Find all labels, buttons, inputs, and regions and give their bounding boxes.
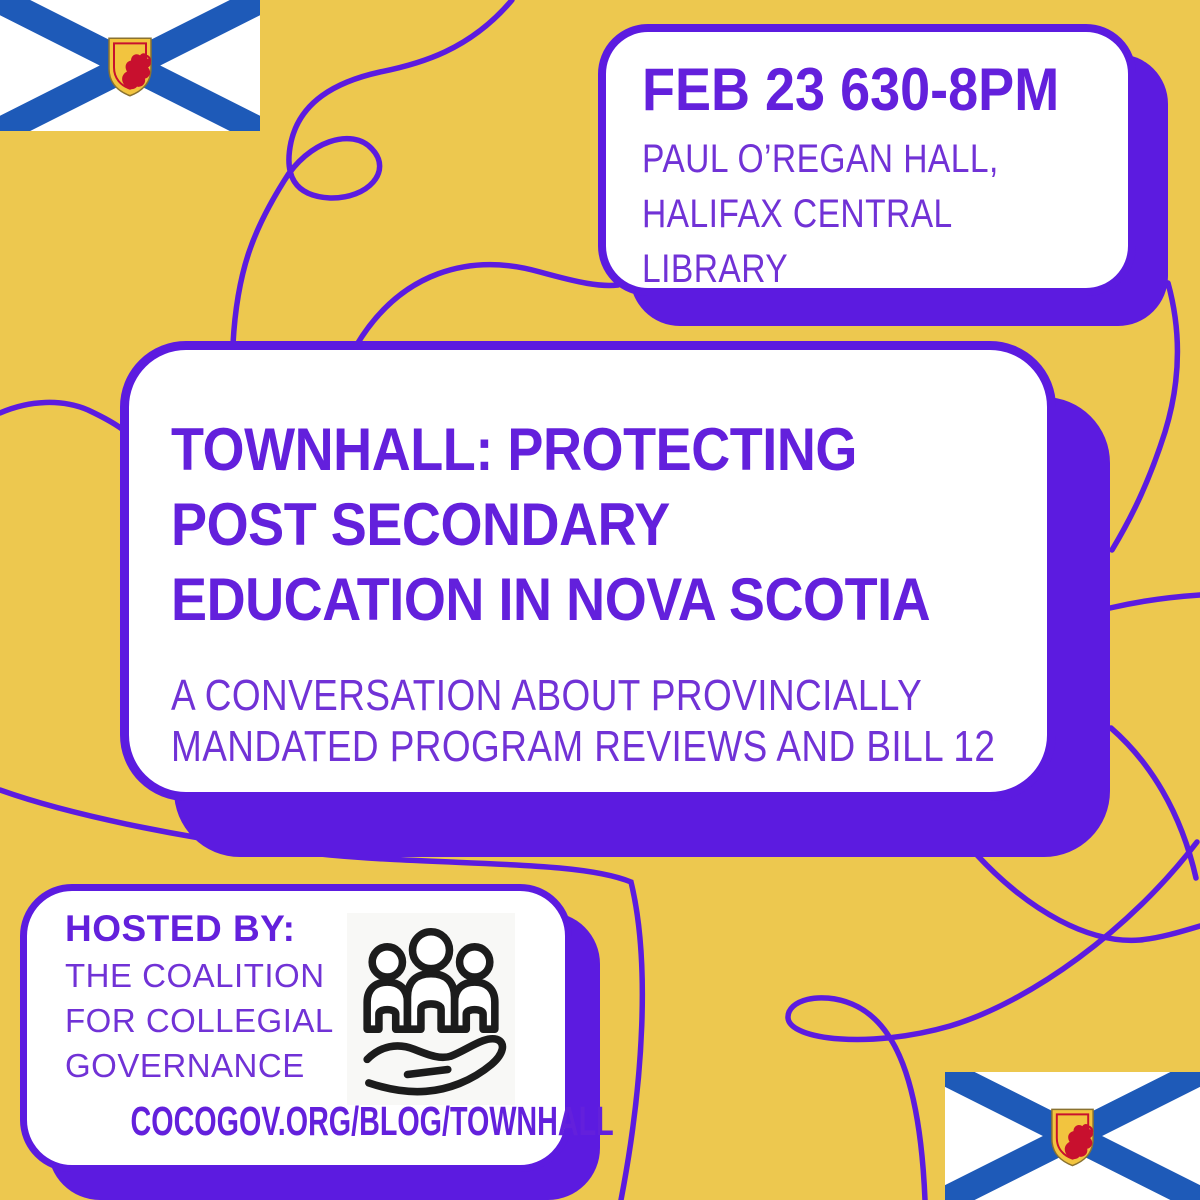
event-location-line: HALIFAX CENTRAL xyxy=(642,192,953,236)
event-details-card xyxy=(598,24,1136,296)
community-support-icon xyxy=(347,913,515,1105)
host-organization-line: GOVERNANCE xyxy=(65,1047,305,1084)
host-card xyxy=(20,884,614,1172)
poster-title-line: TOWNHALL: PROTECTING xyxy=(171,416,857,483)
host-url: COCOGOV.ORG/BLOG/TOWNHALL xyxy=(130,1098,614,1144)
nova-scotia-flag-bottom-right xyxy=(945,1072,1200,1200)
host-organization-line: THE COALITION xyxy=(65,957,325,994)
poster-title-line: POST SECONDARY xyxy=(171,491,670,558)
host-organization-line: FOR COLLEGIAL xyxy=(65,1002,334,1039)
poster-title-line: EDUCATION IN NOVA SCOTIA xyxy=(171,566,931,633)
event-location-line: PAUL O’REGAN HALL, xyxy=(642,137,999,181)
poster-subtitle-line: MANDATED PROGRAM REVIEWS AND BILL 12 xyxy=(171,722,996,771)
royal-crest xyxy=(109,38,151,95)
event-location xyxy=(642,132,1025,297)
event-datetime: FEB 23 630-8PM xyxy=(642,56,1060,123)
poster-title xyxy=(171,412,932,637)
title-card xyxy=(120,341,1056,801)
poster-subtitle xyxy=(171,670,996,772)
event-location-line: LIBRARY xyxy=(642,247,789,291)
hosted-by-label: HOSTED BY: xyxy=(65,908,296,949)
host-url-row xyxy=(27,1098,614,1145)
poster-subtitle-line: A CONVERSATION ABOUT PROVINCIALLY xyxy=(171,671,923,720)
royal-crest xyxy=(1052,1109,1093,1165)
nova-scotia-flag-top-left xyxy=(0,0,260,131)
